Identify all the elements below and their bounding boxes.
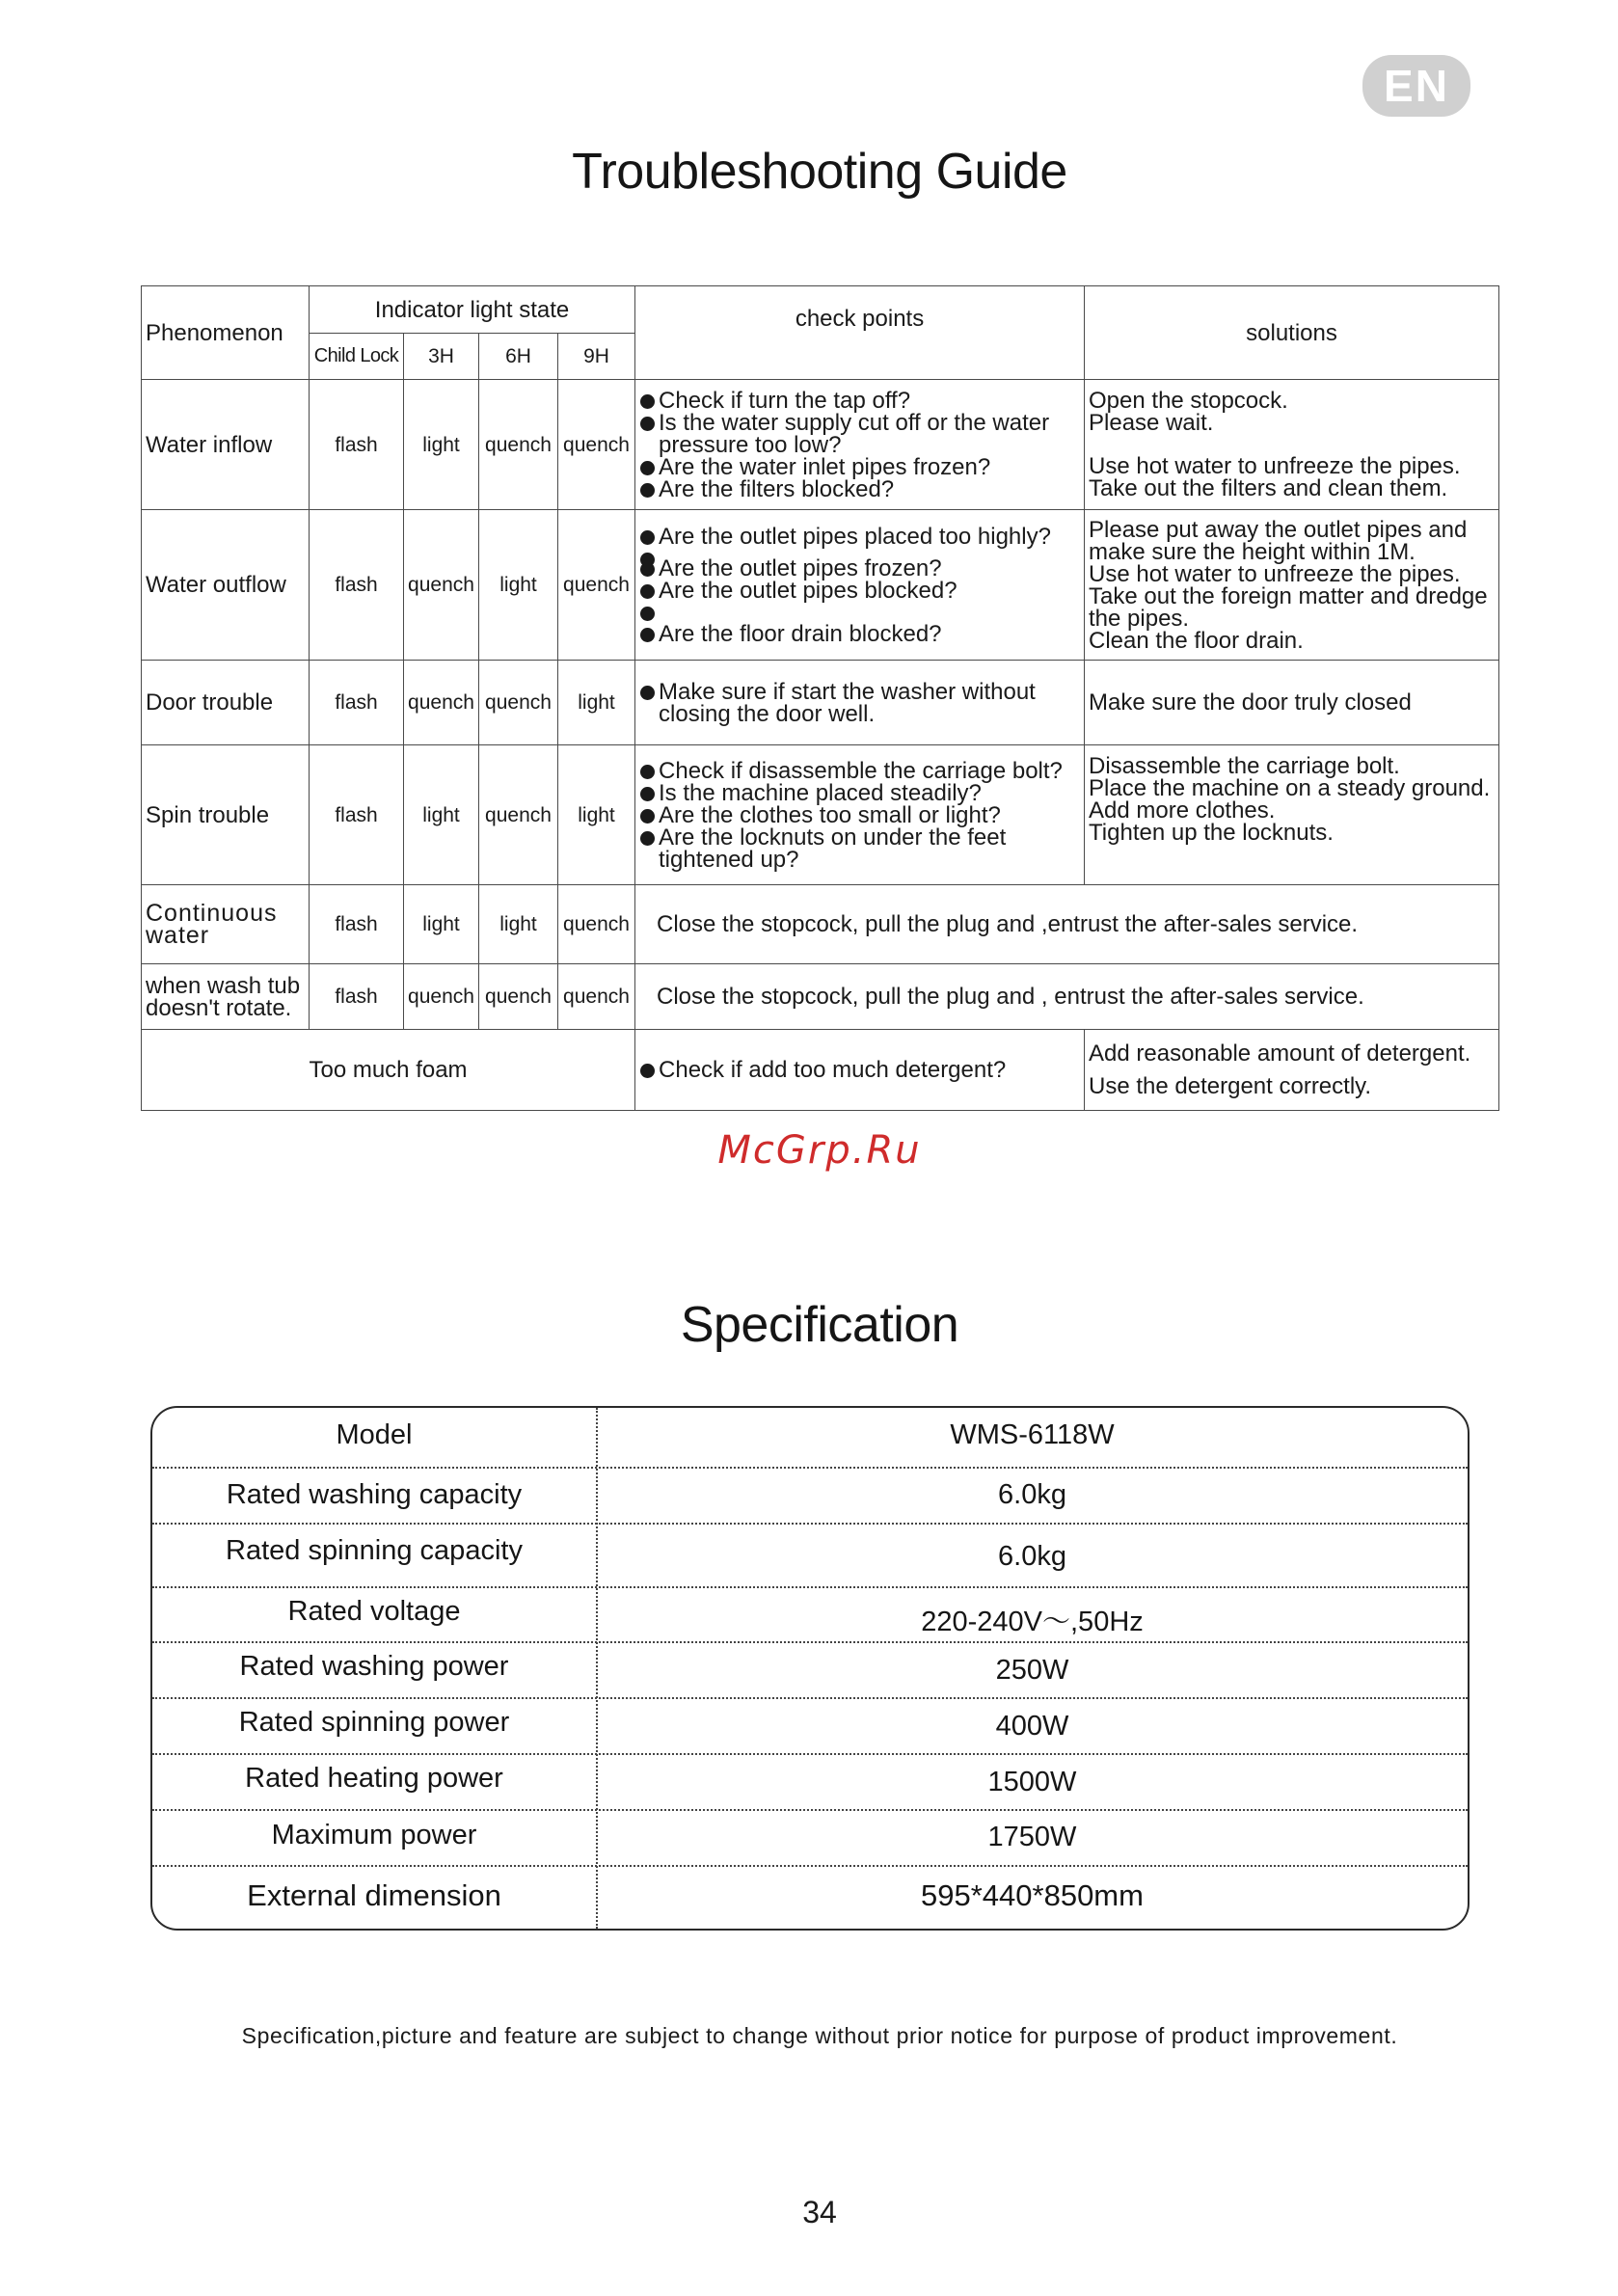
state-cell: light xyxy=(404,745,479,885)
spec-value: 6.0kg xyxy=(998,1541,1066,1572)
watermark: McGrp.Ru xyxy=(717,1128,922,1173)
state-cell: light xyxy=(558,745,635,885)
state-cell: flash xyxy=(310,885,404,964)
solution-text: Disassemble the carriage bolt. xyxy=(1089,753,1400,779)
solution-text: Make sure the door truly closed xyxy=(1089,689,1412,716)
check-item: Are the outlet pipes frozen? xyxy=(639,557,1080,580)
state-cell: quench xyxy=(558,380,635,510)
phenomenon-cell: Continuous water xyxy=(142,885,310,964)
spec-label: Rated washing power xyxy=(239,1651,509,1682)
check-item: Are the filters blocked? xyxy=(639,478,1080,500)
footnote: Specification,picture and feature are subject to change without prior notice for purpose of product improvement. xyxy=(241,2023,1398,2048)
header-check-points: check points xyxy=(635,286,1085,380)
phenomenon-cell: Spin trouble xyxy=(142,745,310,885)
state-cell: flash xyxy=(310,661,404,745)
check-item: Are the water inlet pipes frozen? xyxy=(639,456,1080,478)
table-row xyxy=(142,380,1499,510)
header-indicator-light-state: Indicator light state xyxy=(310,286,635,334)
check-item: Make sure if start the washer without closing the door well. xyxy=(639,681,1080,725)
state-cell: quench xyxy=(558,964,635,1030)
spec-value: 1750W xyxy=(987,1822,1077,1852)
troubleshooting-table xyxy=(141,285,1499,1111)
specification-table xyxy=(150,1406,1470,1931)
combined-advice-cell: Close the stopcock, pull the plug and ,entrust the after-sales service. xyxy=(635,885,1499,964)
spec-label: Model xyxy=(336,1419,413,1450)
solution-text: Please put away the outlet pipes and make sure the height within 1M. xyxy=(1089,516,1468,565)
check-item: Check if add too much detergent? xyxy=(639,1059,1080,1081)
state-cell: quench xyxy=(558,885,635,964)
solutions-cell xyxy=(1085,745,1499,885)
check-item: Check if turn the tap off? xyxy=(639,390,1080,412)
phenomenon-cell: Too much foam xyxy=(142,1030,635,1111)
check-points-cell xyxy=(635,510,1085,661)
state-cell: quench xyxy=(558,510,635,661)
spec-value: 1500W xyxy=(987,1767,1077,1797)
table-row xyxy=(142,661,1499,745)
phenomenon-cell: Water inflow xyxy=(142,380,310,510)
phenomenon-cell: Door trouble xyxy=(142,661,310,745)
spec-value: 595*440*850mm xyxy=(921,1878,1144,1912)
state-cell: flash xyxy=(310,380,404,510)
state-cell: quench xyxy=(479,745,558,885)
spec-value: 220-240V～,50Hz xyxy=(921,1607,1144,1637)
check-item: Are the outlet pipes blocked? xyxy=(639,580,1080,602)
specification-title: Specification xyxy=(680,1297,959,1353)
troubleshooting-title: Troubleshooting Guide xyxy=(572,144,1067,200)
spec-label: Maximum power xyxy=(271,1820,477,1850)
page-number: 34 xyxy=(802,2195,837,2229)
check-item: Are the floor drain blocked? xyxy=(639,623,1080,645)
solutions-cell xyxy=(1085,661,1499,745)
combined-advice-cell: Close the stopcock, pull the plug and , entrust the after-sales service. xyxy=(635,964,1499,1030)
state-cell: light xyxy=(479,885,558,964)
state-cell: quench xyxy=(404,661,479,745)
solution-text: Use the detergent correctly. xyxy=(1089,1072,1372,1099)
solution-text: Use hot water to unfreeze the pipes. xyxy=(1089,560,1461,587)
solution-text: Open the stopcock. xyxy=(1089,388,1288,414)
solution-text: Take out the foreign matter and dredge the pipes. xyxy=(1089,582,1488,632)
table-row xyxy=(142,745,1499,885)
state-cell: light xyxy=(404,380,479,510)
solutions-cell xyxy=(1085,510,1499,661)
state-cell: quench xyxy=(404,964,479,1030)
header-phenomenon: Phenomenon xyxy=(142,286,310,380)
spec-label: Rated spinning power xyxy=(238,1707,510,1738)
state-cell: light xyxy=(479,510,558,661)
state-cell: light xyxy=(558,661,635,745)
check-points-cell xyxy=(635,661,1085,745)
spec-label: Rated washing capacity xyxy=(226,1479,523,1510)
state-cell: flash xyxy=(310,510,404,661)
solution-text: Use hot water to unfreeze the pipes. xyxy=(1089,453,1461,479)
check-item: Are the locknuts on under the feet tightened up? xyxy=(639,826,1080,871)
solution-text: Add more clothes. xyxy=(1089,797,1276,824)
check-item: Check if disassemble the carriage bolt? xyxy=(639,760,1080,782)
check-item: Is the water supply cut off or the water pressure too low? xyxy=(639,412,1080,456)
header-9h: 9H xyxy=(558,334,635,380)
row-divider xyxy=(152,1809,1468,1811)
phenomenon-cell: when wash tub doesn't rotate. xyxy=(142,964,310,1030)
header-3h: 3H xyxy=(404,334,479,380)
language-badge: EN xyxy=(1362,55,1470,117)
spec-value: WMS-6118W xyxy=(950,1419,1115,1450)
state-cell: quench xyxy=(404,510,479,661)
header-solutions: solutions xyxy=(1085,286,1499,380)
solutions-cell xyxy=(1085,380,1499,510)
row-divider xyxy=(152,1586,1468,1588)
spec-value: 250W xyxy=(995,1655,1069,1686)
spec-label: Rated voltage xyxy=(287,1596,461,1627)
spec-label: Rated heating power xyxy=(245,1763,503,1794)
spec-label: External dimension xyxy=(247,1878,501,1912)
check-points-cell xyxy=(635,1030,1085,1111)
check-points-cell xyxy=(635,380,1085,510)
solution-text: Please wait. xyxy=(1089,410,1214,436)
check-item: Are the outlet pipes placed too highly? xyxy=(639,526,1080,548)
solution-text: Place the machine on a steady ground. xyxy=(1089,775,1491,801)
row-divider xyxy=(152,1523,1468,1525)
state-cell: light xyxy=(404,885,479,964)
state-cell: quench xyxy=(479,661,558,745)
solutions-cell xyxy=(1085,1030,1499,1111)
solution-text: Tighten up the locknuts. xyxy=(1089,820,1334,846)
state-cell: quench xyxy=(479,380,558,510)
table-row xyxy=(142,510,1499,661)
spec-label: Rated spinning capacity xyxy=(226,1535,523,1566)
state-cell: flash xyxy=(310,745,404,885)
spec-value: 400W xyxy=(995,1711,1069,1742)
phenomenon-cell: Water outflow xyxy=(142,510,310,661)
row-divider xyxy=(152,1697,1468,1699)
check-item: Are the clothes too small or light? xyxy=(639,804,1080,826)
table-row xyxy=(142,964,1499,1030)
row-divider xyxy=(152,1641,1468,1643)
solution-text: Take out the filters and clean them. xyxy=(1089,475,1448,501)
state-cell: flash xyxy=(310,964,404,1030)
solution-text: Add reasonable amount of detergent. xyxy=(1089,1040,1471,1067)
row-divider xyxy=(152,1753,1468,1755)
row-divider xyxy=(152,1865,1468,1867)
solution-text: Clean the floor drain. xyxy=(1089,627,1304,654)
spec-value: 6.0kg xyxy=(998,1479,1066,1510)
row-divider xyxy=(152,1467,1468,1469)
header-child-lock: Child Lock xyxy=(310,334,404,380)
check-points-cell xyxy=(635,745,1085,885)
check-item: Is the machine placed steadily? xyxy=(639,782,1080,804)
state-cell: quench xyxy=(479,964,558,1030)
table-row xyxy=(142,1030,1499,1111)
table-row xyxy=(142,885,1499,964)
header-6h: 6H xyxy=(479,334,558,380)
